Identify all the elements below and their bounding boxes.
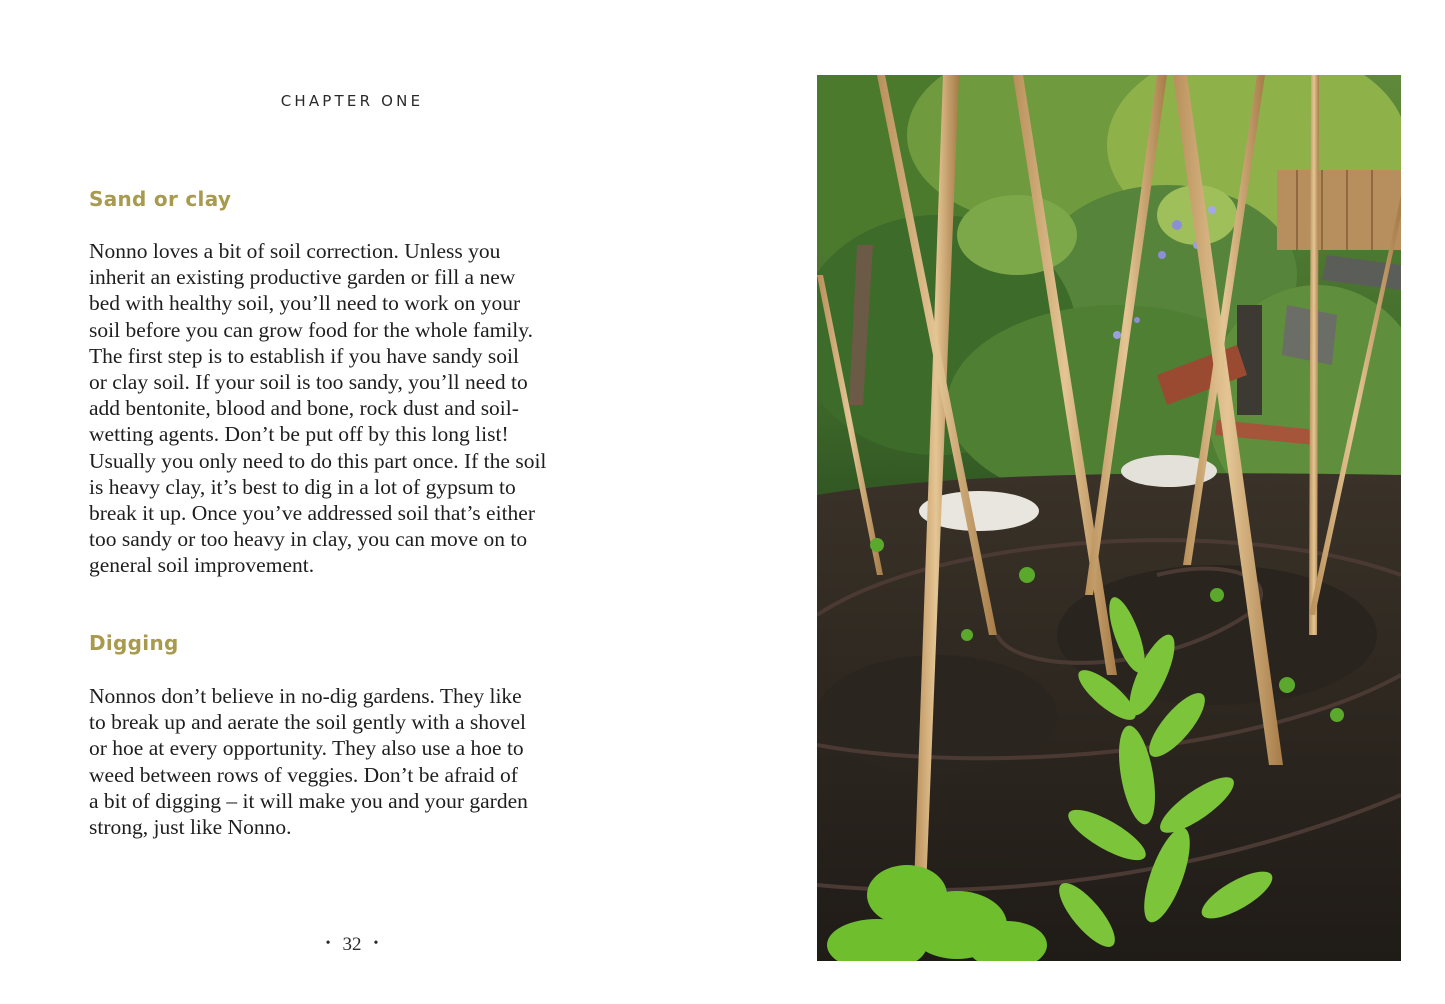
text-line: wetting agents. Don’t be put off by this long list! [89, 422, 509, 447]
text-line: or clay soil. If your soil is too sandy, you’ll need to [89, 370, 528, 395]
page-number-value: 32 [342, 934, 362, 955]
paragraph-sand-or-clay [89, 238, 546, 579]
text-line: strong, just like Nonno. [89, 815, 292, 840]
text-line: inherit an existing productive garden or fill a new [89, 265, 516, 290]
text-line: bed with healthy soil, you’ll need to work on your [89, 291, 521, 316]
folio-dot-left: • [325, 936, 331, 951]
text-line: Usually you only need to do this part once. If the soil [89, 448, 547, 473]
garden-photo [817, 75, 1401, 961]
page-number [0, 934, 704, 956]
text-line: a bit of digging – it will make you and your garden [89, 788, 528, 813]
text-line: soil before you can grow food for the whole family. [89, 317, 534, 342]
text-line: break it up. Once you’ve addressed soil that’s either [89, 501, 535, 526]
folio-dot-right: • [373, 936, 379, 951]
text-line: too sandy or too heavy in clay, you can move on to [89, 527, 528, 552]
text-line: Nonno loves a bit of soil correction. Unless you [89, 239, 501, 263]
garden-photo-illustration [817, 75, 1401, 961]
text-line: or hoe at every opportunity. They also use a hoe to [89, 736, 524, 761]
text-line: weed between rows of veggies. Don’t be afraid of [89, 762, 518, 787]
text-line: add bentonite, blood and bone, rock dust and soil- [89, 396, 519, 421]
section-heading-digging: Digging [89, 631, 179, 655]
text-line: to break up and aerate the soil gently with a shovel [89, 710, 527, 735]
text-line: is heavy clay, it’s best to dig in a lot of gypsum to [89, 474, 516, 499]
running-head: CHAPTER ONE [280, 92, 424, 110]
paragraph-digging [89, 683, 528, 840]
left-page [0, 0, 722, 1004]
text-line: The first step is to establish if you have sandy soil [89, 343, 519, 368]
section-heading-sand-or-clay: Sand or clay [89, 187, 232, 211]
text-line: general soil improvement. [89, 553, 315, 578]
text-line: Nonnos don’t believe in no-dig gardens. They like [89, 684, 522, 708]
